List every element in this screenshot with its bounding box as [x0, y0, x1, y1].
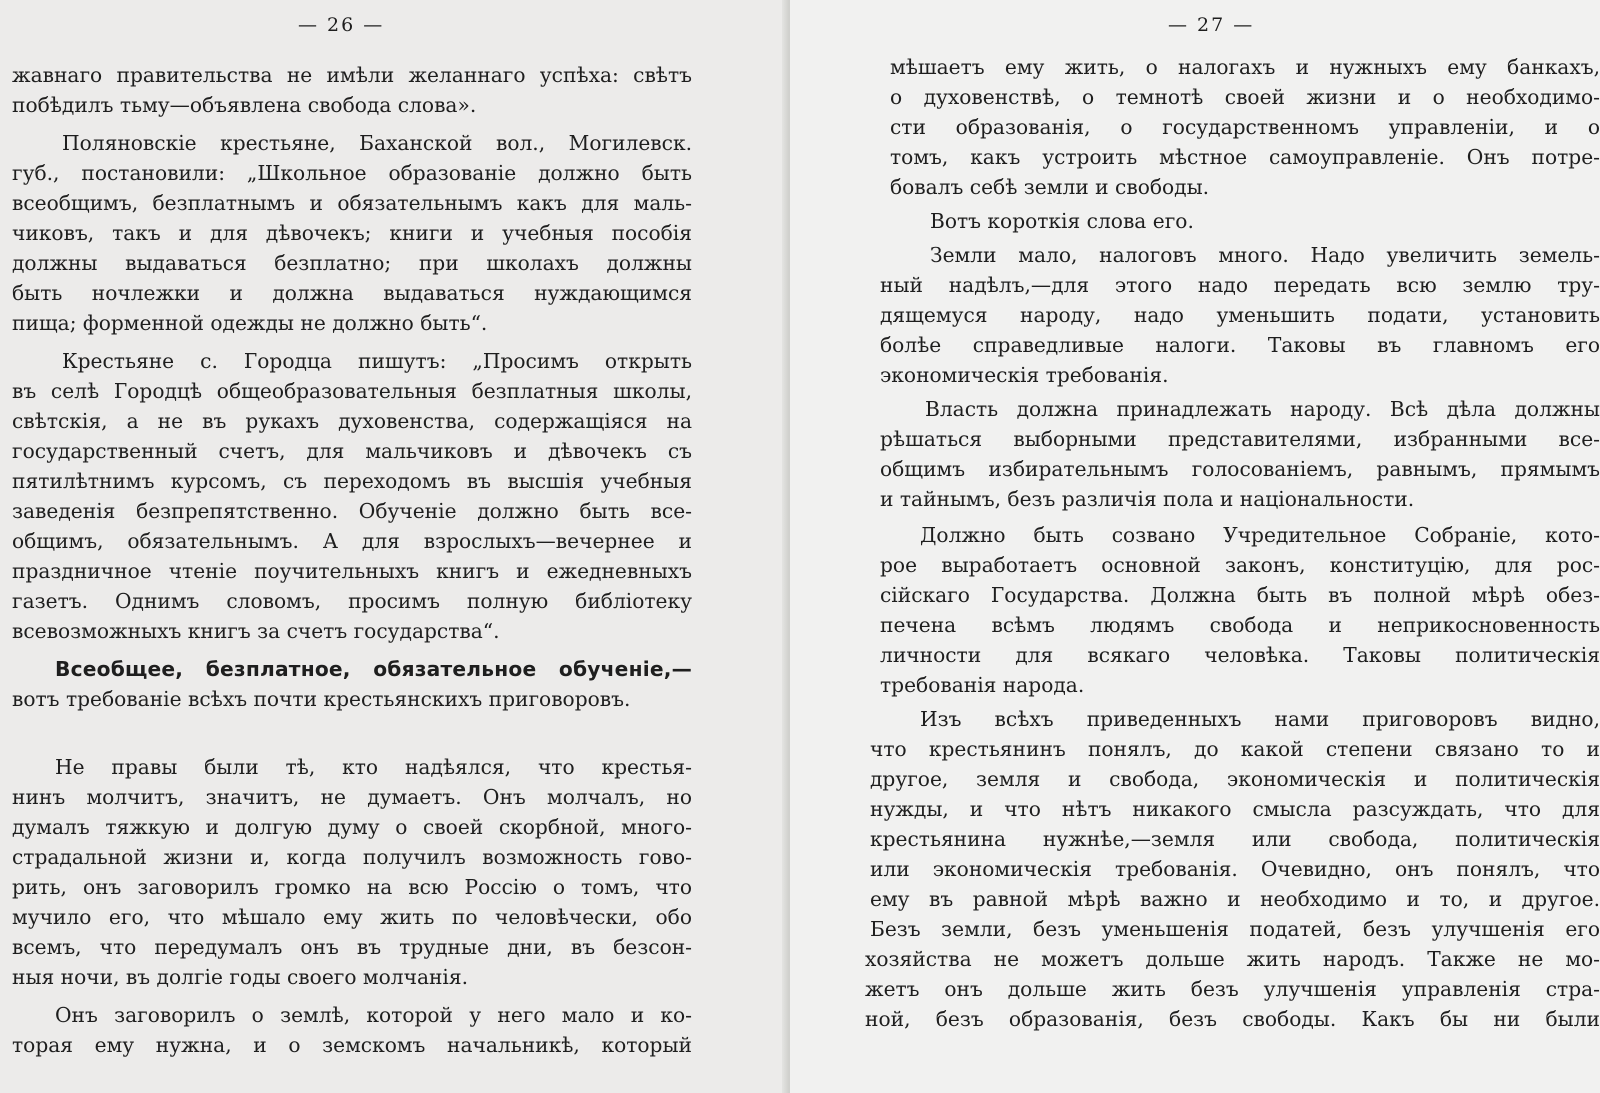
text-line: требованія народа.	[880, 673, 1085, 697]
text-line: чиковъ, такъ и для дѣвочекъ; книги и учебныя пособія	[12, 221, 692, 245]
text-line: губ., постановили: „Школьное образованіе должно быть	[12, 161, 692, 185]
text-line: всемъ, что передумалъ онъ въ трудные дни, въ безсон-	[12, 935, 692, 959]
text-line: личности для всякаго человѣка. Таковы политическія	[880, 643, 1600, 667]
text-line: Вотъ короткія слова его.	[930, 209, 1194, 233]
text-line: пятилѣтнимъ курсомъ, съ переходомъ въ высшія учебныя	[12, 469, 692, 493]
text-line: всевозможныхъ книгъ за счетъ государства“.	[12, 619, 500, 643]
text-line: сійскаго Государства. Должна быть въ полной мѣрѣ обез-	[880, 583, 1600, 607]
text-line: праздничное чтеніе поучительныхъ книгъ и ежедневныхъ	[12, 559, 692, 583]
text-line: ной, безъ образованія, безъ свободы. Какъ бы ни были	[865, 1007, 1600, 1031]
text-line: общимъ, обязательнымъ. А для взрослыхъ—вечернее и	[12, 529, 692, 553]
text-line: нужды, и что нѣтъ никакого смысла разсуждать, что для	[870, 797, 1600, 821]
text-line: экономическія требованія.	[880, 363, 1169, 387]
text-line: Поляновскіе крестьяне, Баханской вол., Могилевск.	[62, 131, 692, 155]
text-line: должны выдаваться безплатно; при школахъ должны	[12, 251, 692, 275]
text-line: мѣшаетъ ему жить, о налогахъ и нужныхъ ему банкахъ,	[890, 55, 1600, 79]
text-line: крестьянина нужнѣе,—земля или свобода, политическія	[870, 827, 1600, 851]
text-line: Всеобщее, безплатное, обязательное обученіе,—	[55, 657, 692, 681]
text-line: Не правы были тѣ, кто надѣялся, что крестья-	[55, 755, 692, 779]
text-line: страдальной жизни и, когда получилъ возможность гово-	[12, 845, 692, 869]
text-line: быть ночлежки и должна выдаваться нуждающимся	[12, 281, 692, 305]
text-line: Земли мало, налоговъ много. Надо увеличить земель-	[930, 243, 1600, 267]
text-line: печена всѣмъ людямъ свобода и неприкосновенность	[880, 613, 1600, 637]
text-line: рѣшаться выборными представителями, избранными все-	[880, 427, 1600, 451]
text-line: торая ему нужна, и о земскомъ начальникѣ, который	[12, 1033, 692, 1057]
page-number: — 27 —	[1168, 14, 1255, 36]
text-line: и тайнымъ, безъ различія пола и національности.	[880, 487, 1415, 511]
text-line: о духовенствѣ, о темнотѣ своей жизни и о необходимо-	[890, 85, 1600, 109]
text-line: дящемуся народу, надо уменьшить подати, установить	[880, 303, 1600, 327]
page-number: — 26 —	[298, 14, 385, 36]
text-line: заведенія безпрепятственно. Обученіе должно быть все-	[12, 499, 692, 523]
text-line: жавнаго правительства не имѣли желаннаго успѣха: свѣтъ	[12, 63, 692, 87]
text-line: газетъ. Однимъ словомъ, просимъ полную библіотеку	[12, 589, 692, 613]
text-line: Крестьяне с. Городца пишутъ: „Просимъ открыть	[62, 349, 692, 373]
text-line: сти образованія, о государственномъ управленіи, и о	[890, 115, 1600, 139]
text-line: ныя ночи, въ долгіе годы своего молчанія.	[12, 965, 469, 989]
text-line: вотъ требованіе всѣхъ почти крестьянскихъ приговоровъ.	[12, 687, 631, 711]
text-line: ный надѣлъ,—для этого надо передать всю землю тру-	[880, 273, 1600, 297]
text-line: жетъ онъ дольше жить безъ улучшенія управленія стра-	[865, 977, 1600, 1001]
text-line: или экономическія требованія. Очевидно, онъ понялъ, что	[870, 857, 1600, 881]
text-line: другое, земля и свобода, экономическія и политическія	[870, 767, 1600, 791]
text-line: Безъ земли, безъ уменьшенія податей, безъ улучшенія его	[870, 917, 1600, 941]
text-line: рить, онъ заговорилъ громко на всю Россію о томъ, что	[12, 875, 692, 899]
text-line: общимъ избирательнымъ голосованіемъ, равнымъ, прямымъ	[880, 457, 1600, 481]
text-line: рое выработаетъ основной законъ, конституцію, для рос-	[880, 553, 1600, 577]
text-line: Онъ заговорилъ о землѣ, которой у него мало и ко-	[55, 1003, 692, 1027]
text-line: мучило его, что мѣшало ему жить по человѣчески, обо	[12, 905, 692, 929]
text-line: ему въ равной мѣрѣ важно и необходимо и то, и другое.	[870, 887, 1600, 911]
text-line: томъ, какъ устроить мѣстное самоуправленіе. Онъ потре-	[890, 145, 1600, 169]
text-line: государственный счетъ, для мальчиковъ и дѣвочекъ съ	[12, 439, 692, 463]
text-line: Изъ всѣхъ приведенныхъ нами приговоровъ видно,	[920, 707, 1600, 731]
text-line: что крестьянинъ понялъ, до какой степени связано то и	[870, 737, 1600, 761]
text-line: побѣдилъ тьму—объявлена свобода слова».	[12, 93, 477, 117]
left-page	[0, 0, 790, 1093]
text-line: Должно быть созвано Учредительное Собраніе, кото-	[920, 523, 1600, 547]
text-line: Власть должна принадлежать народу. Всѣ дѣла должны	[925, 397, 1600, 421]
text-line: пища; форменной одежды не должно быть“.	[12, 311, 488, 335]
text-line: нинъ молчитъ, значитъ, не думаетъ. Онъ молчалъ, но	[12, 785, 692, 809]
text-line: всеобщимъ, безплатнымъ и обязательнымъ какъ для маль-	[12, 191, 692, 215]
text-line: бовалъ себѣ земли и свободы.	[890, 175, 1210, 199]
right-page	[790, 0, 1600, 1093]
text-line: свѣтскія, а не въ рукахъ духовенства, содержащіяся на	[12, 409, 692, 433]
text-line: болѣе справедливые налоги. Таковы въ главномъ его	[880, 333, 1600, 357]
text-line: хозяйства не можетъ дольше жить народъ. Также не мо-	[865, 947, 1600, 971]
text-line: думалъ тяжкую и долгую думу о своей скорбной, много-	[12, 815, 692, 839]
text-line: въ селѣ Городцѣ общеобразовательныя безплатныя школы,	[12, 379, 692, 403]
